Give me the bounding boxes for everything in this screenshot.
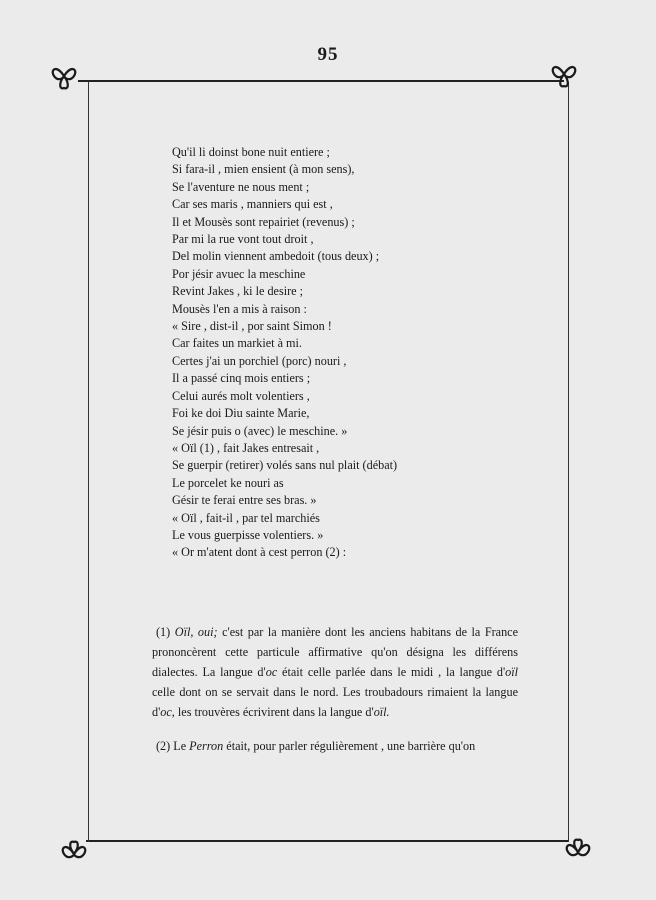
footnote-emphasis: oïl.	[373, 705, 390, 719]
footnote-text: était celle parlée dans le midi , la langue d'	[277, 665, 506, 679]
corner-ornament-bottom-right-icon	[562, 836, 594, 868]
verse-line: Si fara-il , mien ensient (à mon sens),	[172, 162, 355, 177]
footnote-text: était, pour parler régulièrement , une barrière qu'on	[223, 739, 476, 753]
verse-line: « Sire , dist-il , por saint Simon !	[172, 319, 332, 334]
verse-line: Par mi la rue vont tout droit ,	[172, 232, 314, 247]
footnote-1	[152, 622, 518, 722]
verse-line: Se l'aventure ne nous ment ;	[172, 179, 310, 194]
footnote-term: Perron	[189, 739, 224, 753]
footnote-text: c'est par la manière dont les anciens habitans de la France prononcèrent cette particule affirmative qu'on désigna les différens dialectes. La langue d'	[152, 625, 519, 679]
footnote-text: Le	[170, 739, 190, 753]
verse-line: Le porcelet ke nouri as	[172, 475, 284, 490]
footnote-emphasis: oc	[265, 665, 278, 679]
verse-line: « Or m'atent dont à cest perron (2) :	[172, 545, 347, 560]
verse-line: Qu'il li doinst bone nuit entiere ;	[172, 145, 330, 159]
verse-line: Se guerpir (retirer) volés sans nul plait (débat)	[172, 458, 398, 473]
footnotes	[152, 622, 518, 756]
corner-ornament-top-right-icon	[548, 58, 580, 90]
page-number: 95	[317, 44, 339, 65]
verse-block	[172, 144, 532, 562]
verse-line: Por jésir avuec la meschine	[172, 266, 306, 281]
verse-line: Celui aurés molt volentiers ,	[172, 388, 310, 403]
verse-line: Revint Jakes , ki le desire ;	[172, 284, 303, 299]
footnote-emphasis: oc,	[160, 705, 175, 719]
frame-top-rule	[78, 80, 564, 82]
verse-line: « Oïl (1) , fait Jakes entresait ,	[172, 440, 320, 455]
frame-right-rule	[568, 82, 569, 842]
footnote-text: les trouvères écrivirent dans la langue d'	[174, 705, 374, 719]
footnote-text: celle dont on se servait dans le nord. Les troubadours rimaient la langue d'	[152, 685, 518, 719]
verse-line: Certes j'ai un porchiel (porc) nouri ,	[172, 353, 347, 368]
verse-line: Le vous guerpisse volentiers. »	[172, 527, 324, 542]
footnote-marker: (1)	[156, 625, 171, 639]
verse-line: Il et Mousès sont repairiet (revenus) ;	[172, 214, 355, 229]
verse-line: Car faites un markiet à mi.	[172, 336, 302, 351]
footnote-term: Oïl, oui;	[174, 625, 218, 639]
verse-line: Gésir te ferai entre ses bras. »	[172, 493, 317, 508]
frame-left-rule	[88, 82, 89, 842]
verse-line: Del molin viennent ambedoit (tous deux) ;	[172, 249, 380, 264]
footnote-2	[152, 736, 518, 756]
corner-ornament-top-left-icon	[48, 60, 80, 92]
verse-line: Mousès l'en a mis à raison :	[172, 301, 307, 316]
frame-bottom-rule	[86, 840, 568, 842]
verse-line: Foi ke doi Diu sainte Marie,	[172, 406, 310, 421]
verse-line: « Oïl , fait-il , par tel marchiés	[172, 510, 320, 525]
footnote-marker: (2)	[156, 739, 171, 753]
verse-line: Il a passé cinq mois entiers ;	[172, 371, 311, 386]
verse-line: Se jésir puis o (avec) le meschine. »	[172, 423, 348, 438]
footnote-emphasis: oïl	[505, 665, 519, 679]
verse-line: Car ses maris , manniers qui est ,	[172, 197, 333, 212]
corner-ornament-bottom-left-icon	[58, 838, 90, 870]
